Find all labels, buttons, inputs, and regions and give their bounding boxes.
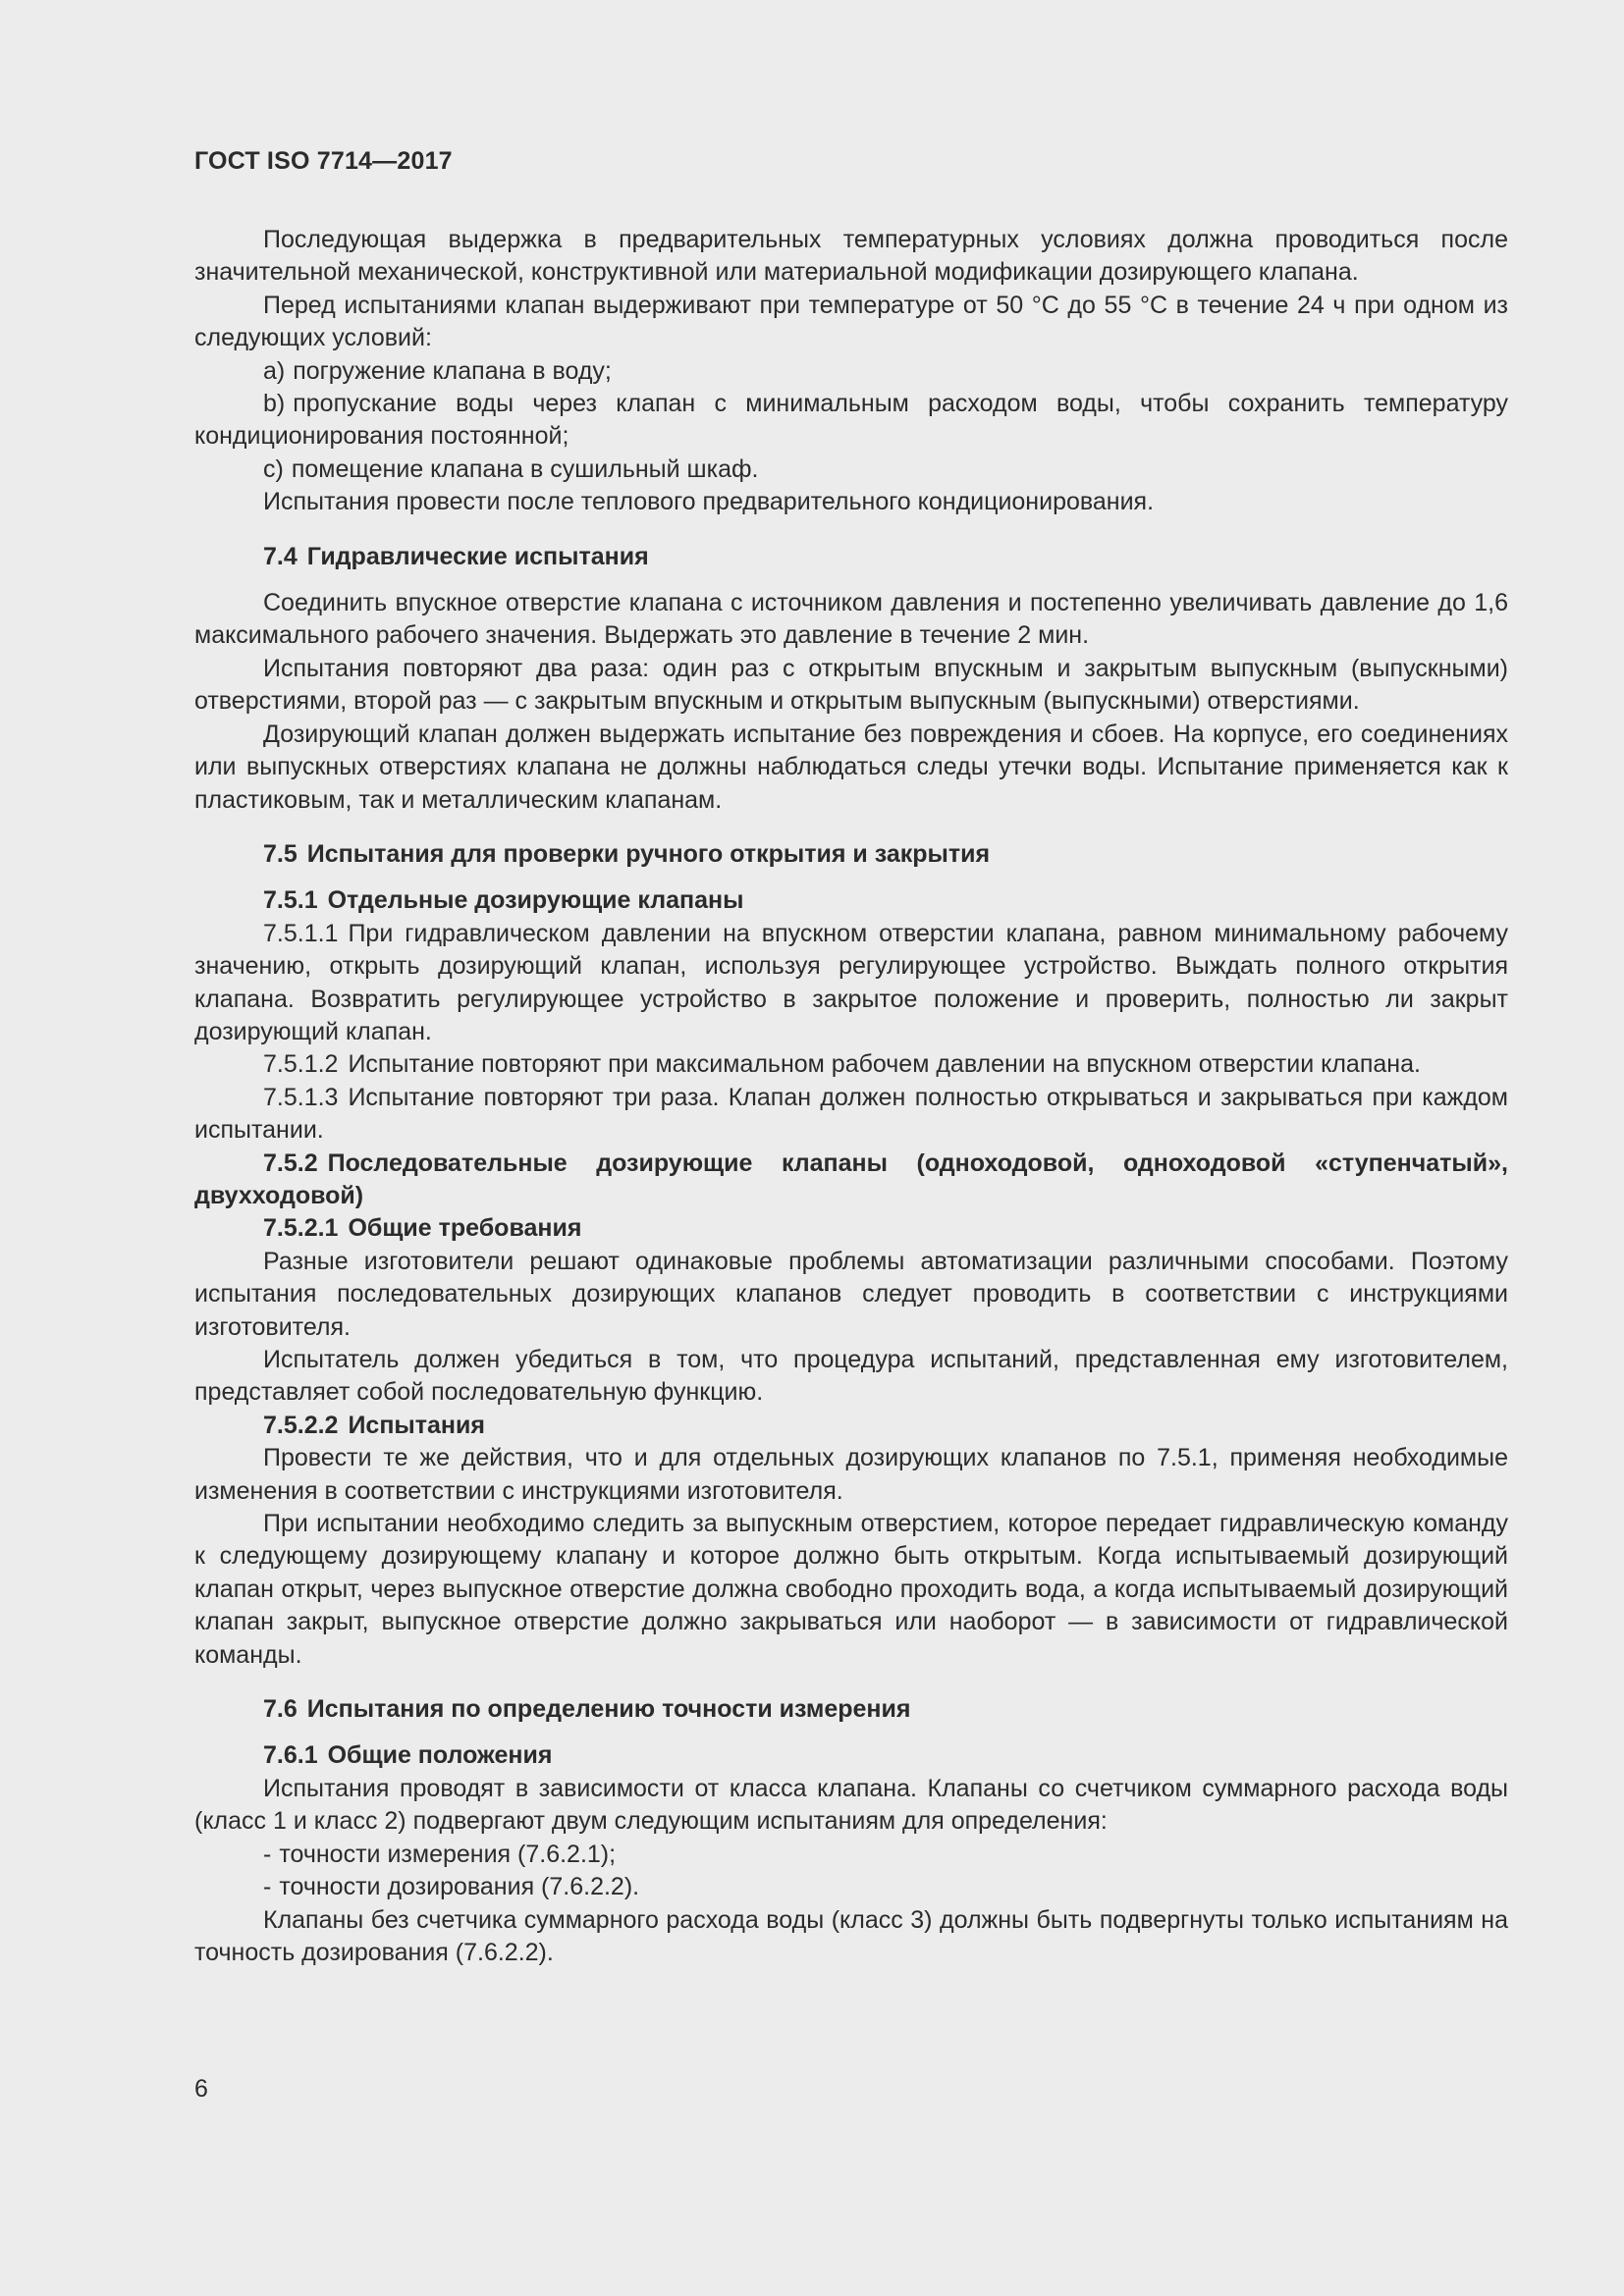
clause — [194, 1048, 1508, 1081]
page-number: 6 — [194, 2075, 208, 2103]
section-heading-7-6 — [194, 1693, 1508, 1726]
list-text: точности измерения (7.6.2.1); — [279, 1840, 617, 1868]
paragraph: Соединить впускное отверстие клапана с источником давления и постепенно увеличивать давление до 1,6 максимального рабочего значения. Выдержать это давление в течение 2 мин. — [194, 589, 1508, 650]
list-text: помещение клапана в сушильный шкаф. — [291, 454, 759, 483]
list-label: а) — [263, 356, 286, 385]
subsection-title: Испытания — [348, 1411, 485, 1439]
section-heading-7-4 — [194, 541, 1508, 573]
paragraph: Дозирующий клапан должен выдержать испытание без повреждения и сбоев. На корпусе, его соединениях или выпускных отверстиях клапана не должны наблюдаться следы утечки воды. Испытание применяется как к пластиковым, так и металлическим клапанам. — [194, 720, 1508, 814]
paragraph: Испытания проводят в зависимости от класса клапана. Клапаны со счетчиком суммарного расхода воды (класс 1 и класс 2) подвергают двум следующим испытаниям для определения: — [194, 1774, 1508, 1836]
clause-text: Испытание повторяют три раза. Клапан должен полностью открываться и закрываться при каждом испытании. — [194, 1083, 1508, 1145]
list-text: погружение клапана в воду; — [293, 356, 612, 385]
subsection-title: Отдельные дозирующие клапаны — [327, 886, 744, 915]
list-label: с) — [263, 454, 284, 483]
subsection-number: 7.6.1 — [263, 1741, 318, 1770]
subsection-number: 7.5.2 — [263, 1148, 318, 1177]
list-item — [194, 1839, 1508, 1871]
clause-number: 7.5.1.2 — [263, 1050, 339, 1079]
paragraph: Провести те же действия, что и для отдельных дозирующих клапанов по 7.5.1, применяя необходимые изменения в соответствии с инструкциями изготовителя. — [194, 1444, 1508, 1505]
clause-number: 7.5.1.3 — [263, 1083, 339, 1111]
list-item — [194, 454, 1508, 486]
clause — [194, 1082, 1508, 1148]
paragraph: Испытания повторяют два раза: один раз с открытым впускным и закрытым выпускным (выпускными) отверстиями, второй раз — с закрытым впускным и открытым выпускным (выпускными) отверстиями. — [194, 654, 1508, 716]
list-item — [194, 388, 1508, 454]
subsection-heading-7-5-2-2 — [194, 1410, 1508, 1442]
subsection-heading-7-6-1 — [194, 1739, 1508, 1772]
subsection-title: Общие положения — [327, 1741, 553, 1770]
subsection-heading-7-5-2 — [194, 1148, 1508, 1213]
paragraph: Клапаны без счетчика суммарного расхода воды (класс 3) должны быть подвергнуты только испытаниям на точность дозирования (7.6.2.2). — [194, 1905, 1508, 1966]
list-dash: - — [263, 1873, 272, 1901]
clause — [194, 918, 1508, 1049]
clause-number: 7.5.1.1 — [263, 919, 339, 947]
paragraph: Разные изготовители решают одинаковые проблемы автоматизации различными способами. Поэтому испытания последовательных дозирующих клапанов следует проводить в соответствии с инструкциями изготовителя. — [194, 1247, 1508, 1341]
subsection-title: Общие требования — [348, 1214, 582, 1243]
paragraph: Испытатель должен убедиться в том, что процедура испытаний, представленная ему изготовителем, представляет собой последовательную функцию. — [194, 1346, 1508, 1407]
subsection-title: Последовательные дозирующие клапаны (одноходовой, одноходовой «ступенчатый», двухходовой) — [194, 1148, 1508, 1209]
section-title: Испытания для проверки ручного открытия и закрытия — [306, 839, 991, 868]
section-heading-7-5 — [194, 838, 1508, 871]
list-dash: - — [263, 1840, 272, 1868]
section-title: Гидравлические испытания — [306, 542, 649, 570]
paragraph: Испытания провести после теплового предварительного кондиционирования. — [263, 488, 1155, 516]
document-code: ГОСТ ISO 7714—2017 — [194, 147, 453, 175]
paragraph: Последующая выдержка в предварительных температурных условиях должна проводиться после значительной механической, конструктивной или материальной модификации дозирующего клапана. — [194, 226, 1508, 287]
paragraph: Перед испытаниями клапан выдерживают при температуре от 50 °С до 55 °С в течение 24 ч при одном из следующих условий: — [194, 291, 1508, 352]
subsection-number: 7.5.2.1 — [263, 1214, 339, 1243]
section-number: 7.4 — [263, 542, 298, 570]
list-text: точности дозирования (7.6.2.2). — [279, 1873, 640, 1901]
clause-text: Испытание повторяют при максимальном рабочем давлении на впускном отверстии клапана. — [348, 1050, 1421, 1079]
section-number: 7.6 — [263, 1695, 298, 1724]
section-number: 7.5 — [263, 839, 298, 868]
subsection-heading-7-5-2-1 — [194, 1212, 1508, 1245]
list-item — [194, 355, 1508, 388]
section-title: Испытания по определению точности измерения — [306, 1695, 911, 1724]
document-page — [194, 145, 1508, 1969]
subsection-number: 7.5.1 — [263, 886, 318, 915]
list-item — [194, 1871, 1508, 1903]
subsection-heading-7-5-1 — [194, 884, 1508, 917]
list-label: b) — [263, 390, 286, 418]
list-text: пропускание воды через клапан с минимальным расходом воды, чтобы сохранить температуру кондиционирования постоянной; — [194, 390, 1508, 451]
clause-text: При гидравлическом давлении на впускном отверстии клапана, равном минимальному рабочему значению, открыть дозирующий клапан, используя регулирующее устройство. Выждать полного открытия клапана. Возвратить регулирующее устройство в закрытое положение и проверить, полностью ли закрыт дозирующий клапан. — [194, 919, 1508, 1045]
subsection-number: 7.5.2.2 — [263, 1411, 339, 1439]
paragraph: При испытании необходимо следить за выпускным отверстием, которое передает гидравлическую команду к следующему дозирующему клапану и которое должно быть открытым. Когда испытываемый дозирующий клапан открыт, через выпускное отверстие должна свободно проходить вода, а когда испытываемый дозирующий клапан закрыт, выпускное отверстие должно закрываться или наоборот — в зависимости от гидравлической команды. — [194, 1510, 1508, 1669]
